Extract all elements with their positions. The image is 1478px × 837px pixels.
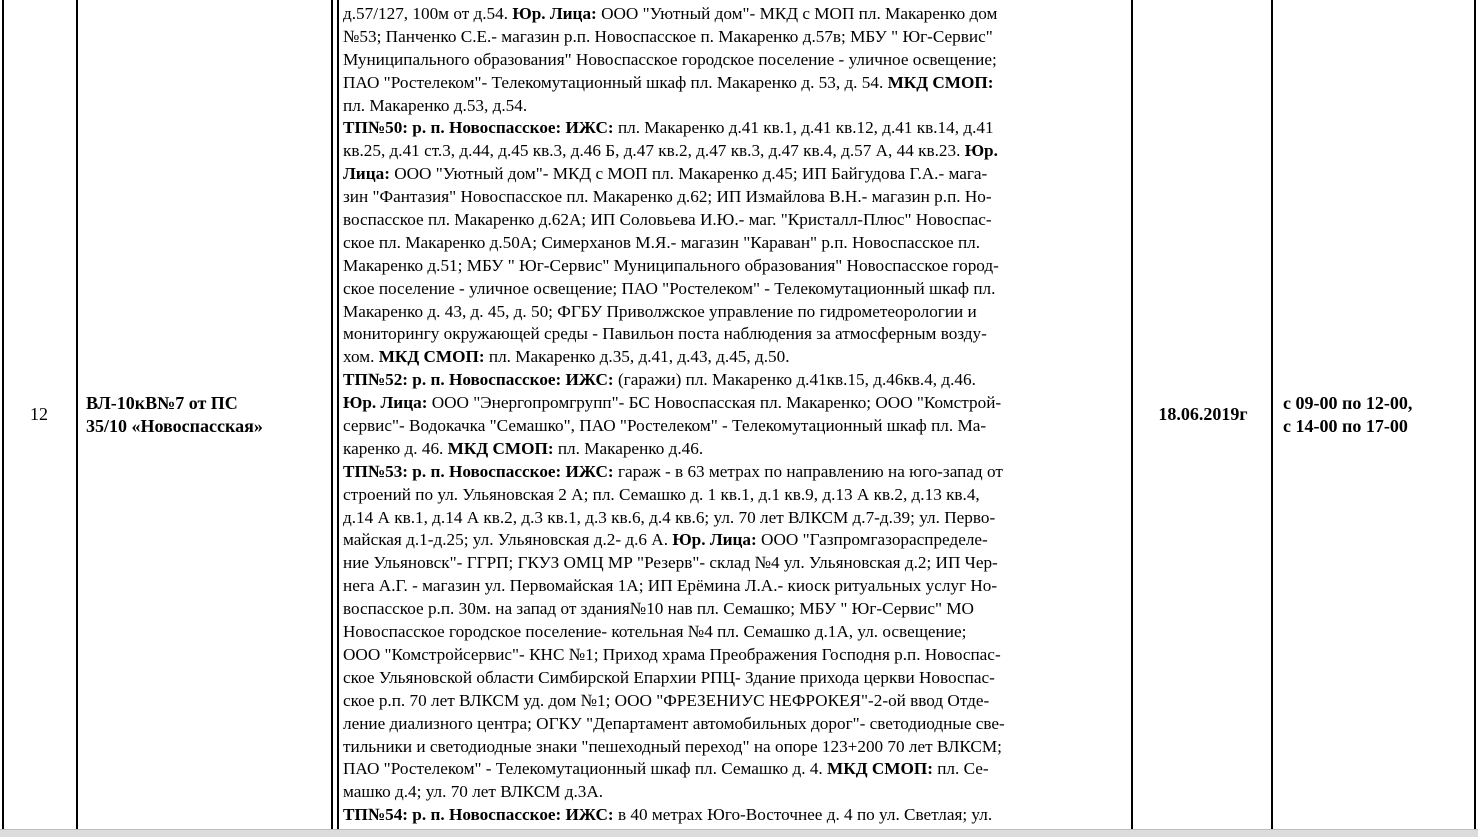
description-line — [343, 598, 1133, 621]
description-bold-text: МКД СМОП: — [447, 438, 554, 458]
description-line — [343, 438, 1133, 461]
description-bold-text: Юр. Лица: — [343, 393, 428, 413]
description-text: воспасское р.п. 30м. на запад от здания№10 нав пл. Семашко; МБУ " Юг-Сервис" МО — [343, 599, 974, 619]
outage-date-cell — [1134, 0, 1272, 829]
consumers-description-cell — [343, 3, 1133, 827]
description-line — [343, 369, 1133, 392]
description-bold-text: ТП№54: р. п. Новоспасское: ИЖС: — [343, 805, 614, 825]
description-text: ООО "Энергопромгрупп"- БС Новоспасская пл. Макаренко; ООО "Комстрой- — [427, 393, 1002, 413]
description-bold-text: Юр. Лица: — [512, 4, 597, 23]
power-line-name-1: ВЛ-10кВ№7 от ПС — [86, 392, 238, 413]
description-line — [343, 49, 1133, 72]
description-line — [343, 301, 1133, 324]
description-text: пл. Макаренко д.46. — [553, 438, 704, 458]
description-bold-text: Лица: — [343, 164, 390, 184]
description-line — [343, 621, 1133, 644]
description-text: ООО "Комстройсервис"- КНС №1; Приход храма Преображения Господня р.п. Новоспас- — [343, 644, 1001, 664]
description-text: пл. Макаренко д.53, д.54. — [343, 95, 528, 115]
description-text: тильники и светодиодные знаки "пешеходный переход" на опоре 123+200 70 лет ВЛКСМ; — [343, 736, 1002, 756]
description-bold-text: ТП№52: р. п. Новоспасское: ИЖС: — [343, 370, 614, 390]
description-text: кв.25, д.41 ст.3, д.44, д.45 кв.3, д.46 Б, д.47 кв.2, д.47 кв.3, д.47 кв.4, д.57 А, 44 кв.23. — [343, 141, 965, 161]
outage-time-cell — [1283, 0, 1473, 829]
description-text: №53; Панченко С.Е.- магазин р.п. Новоспасское п. Макаренко д.57в; МБУ " Юг-Сервис" — [343, 26, 993, 46]
outage-time-1: с 09-00 по 12-00, — [1283, 392, 1413, 413]
description-line — [343, 278, 1133, 301]
description-line — [343, 804, 1133, 827]
description-bold-text: ТП№50: р. п. Новоспасское: ИЖС: — [343, 118, 614, 138]
description-text: ское Ульяновской области Симбирской Епархии РПЦ- Здание прихода церкви Новоспас- — [343, 667, 995, 687]
description-line — [343, 232, 1133, 255]
description-line — [343, 484, 1133, 507]
description-line — [343, 667, 1133, 690]
description-line — [343, 3, 1133, 26]
description-line — [343, 529, 1133, 552]
description-text: ское пл. Макаренко д.50А; Симерханов М.Я.- магазин "Караван" р.п. Новоспасское пл. — [343, 232, 981, 252]
description-line — [343, 72, 1133, 95]
description-text: машко д.4; ул. 70 лет ВЛКСМ д.3А. — [343, 782, 604, 802]
description-line — [343, 95, 1133, 118]
description-line — [343, 507, 1133, 530]
description-text: каренко д. 46. — [343, 438, 448, 458]
description-text: ПАО "Ростелеком" - Телекомутационный шкаф пл. Семашко д. 4. — [343, 759, 828, 779]
description-text: ООО "Уютный дом"- МКД с МОП пл. Макаренко д.45; ИП Байгудова Г.А.- мага- — [389, 164, 988, 184]
description-text: ООО "Уютный дом"- МКД с МОП пл. Макаренко дом — [596, 4, 998, 23]
description-text: д.14 А кв.1, д.14 А кв.2, д.3 кв.1, д.3 кв.6, д.4 кв.6; ул. 70 лет ВЛКСМ д.7-д.39; ул. Перво- — [343, 507, 996, 527]
description-text: гараж - в 63 метрах по направлению на юго-запад от — [613, 461, 1003, 481]
description-text: в 40 метрах Юго-Восточнее д. 4 по ул. Светлая; ул. — [613, 805, 993, 825]
description-line — [343, 758, 1133, 781]
description-line — [343, 209, 1133, 232]
description-line — [343, 713, 1133, 736]
description-line — [343, 461, 1133, 484]
description-bold-text: МКД СМОП: — [378, 347, 485, 367]
power-line-name-2: 35/10 «Новоспасская» — [86, 415, 263, 436]
description-line — [343, 26, 1133, 49]
description-text: мониторингу окружающей среды - Павильон поста наблюдения за атмосферным возду- — [343, 324, 987, 344]
description-bold-text: ТП№53: р. п. Новоспасское: ИЖС: — [343, 461, 614, 481]
column-divider-1 — [76, 0, 78, 829]
description-text: пл. Макаренко д.35, д.41, д.43, д.45, д.50. — [484, 347, 790, 367]
description-text: воспасское пл. Макаренко д.62А; ИП Соловьева И.Ю.- маг. "Кристалл-Плюс" Новоспас- — [343, 210, 992, 230]
description-text: д.57/127, 100м от д.54. — [343, 4, 513, 23]
description-text: нега А.Г. - магазин ул. Первомайская 1А; ИП Ерёмина Л.А.- киоск ритуальных услуг Но- — [343, 576, 998, 596]
description-text: хом. — [343, 347, 379, 367]
outage-time-2: с 14-00 по 17-00 — [1283, 415, 1408, 436]
description-text: сервис"- Водокачка "Семашко", ПАО "Ростелеком" - Телекомутационный шкаф пл. Ма- — [343, 416, 987, 436]
description-line — [343, 163, 1133, 186]
description-text: ООО "Газпромгазораспределе- — [756, 530, 988, 550]
description-line — [343, 117, 1133, 140]
description-line — [343, 415, 1133, 438]
description-line — [343, 140, 1133, 163]
description-line — [343, 552, 1133, 575]
description-line — [343, 346, 1133, 369]
outage-date: 18.06.2019г — [1158, 404, 1248, 424]
description-line — [343, 255, 1133, 278]
description-text: майская д.1-д.25; ул. Ульяновская д.2- д.6 А. — [343, 530, 673, 550]
description-text: строений по ул. Ульяновская 2 А; пл. Семашко д. 1 кв.1, д.1 кв.9, д.13 А кв.2, д.13 кв.4, — [343, 484, 980, 504]
description-text: пл. Макаренко д.41 кв.1, д.41 кв.12, д.41 кв.14, д.41 — [613, 118, 994, 138]
description-bold-text: Юр. — [964, 141, 998, 161]
description-text: ПАО "Ростелеком"- Телекомутационный шкаф пл. Макаренко д. 53, д. 54. — [343, 72, 888, 92]
description-line — [343, 736, 1133, 759]
description-bold-text: Юр. Лица: — [672, 530, 757, 550]
column-divider-2-inner — [337, 0, 339, 829]
description-line — [343, 575, 1133, 598]
description-text: ние Ульяновск"- ГГРП; ГКУЗ ОМЦ МР "Резерв"- склад №4 ул. Ульяновская д.2; ИП Чер- — [343, 553, 998, 573]
row-number: 12 — [30, 404, 48, 424]
description-line — [343, 186, 1133, 209]
power-line-cell — [86, 0, 336, 829]
table-border-right — [1474, 0, 1476, 829]
description-line — [343, 781, 1133, 804]
description-bold-text: МКД СМОП: — [887, 72, 994, 92]
description-line — [343, 323, 1133, 346]
description-text: Макаренко д.51; МБУ " Юг-Сервис" Муниципального образования" Новоспасское город- — [343, 255, 999, 275]
description-line — [343, 392, 1133, 415]
description-text: Муниципального образования" Новоспасское городское поселение - уличное освещение; — [343, 49, 997, 69]
description-text: ское р.п. 70 лет ВЛКСМ уд. дом №1; ООО "ФРЕЗЕНИУС НЕФРОКЕЯ"-2-ой ввод Отде- — [343, 690, 990, 710]
row-number-cell — [2, 0, 76, 829]
description-line — [343, 644, 1133, 667]
description-text: Макаренко д. 43, д. 45, д. 50; ФГБУ Приволжское управление по гидрометеорологии и — [343, 301, 977, 321]
description-bold-text: МКД СМОП: — [827, 759, 933, 779]
description-text: ление диализного центра; ОГКУ "Департамент автомобильных дорог"- светодиодные све- — [343, 713, 1005, 733]
description-text: пл. Се- — [932, 759, 989, 779]
description-text: Новоспасское городское поселение- котельная №4 пл. Семашко д.1А, ул. освещение; — [343, 622, 967, 642]
description-text: (гаражи) пл. Макаренко д.41кв.15, д.46кв.4, д.46. — [613, 370, 976, 390]
description-text: зин "Фантазия" Новоспасское пл. Макаренко д.62; ИП Измайлова В.Н.- магазин р.п. Но- — [343, 187, 992, 207]
description-line — [343, 690, 1133, 713]
description-text: ское поселение - уличное освещение; ПАО "Ростелеком" - Телекомутационный шкаф пл. — [343, 278, 996, 298]
